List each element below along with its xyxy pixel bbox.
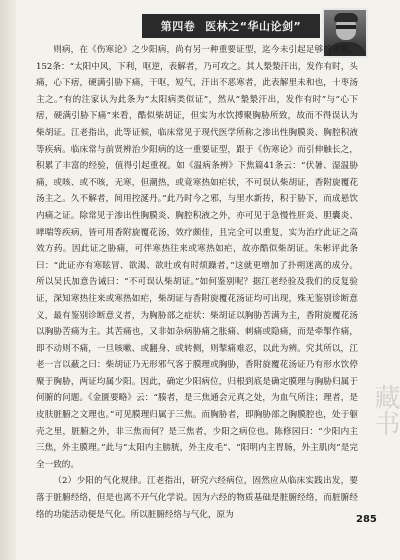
- page-number: 285: [356, 514, 377, 525]
- body-text: [36, 42, 358, 523]
- paragraph: 则病，在《伤寒论》之少阳病，尚有另一种重要证型，迄今未引起足够的重视。152条：“太阳中风，下利，呕逆，表解者，乃可攻之。其人漐漐汗出，发作有时，头痛，心下痞，硬满引胁下痛，干呕，短气，汗出不恶寒者，此表解里未和也，十枣汤主之。”有的注家认为此条为“太阳病类似证”，然从“漐漐汗出，发作有时”与“心下痞，硬满引胁下痛”来看，酷似柴胡证，但实为水饮搏聚胸胁所致，故而不得误认为柴胡证。江老指出，此等证候，临床常见于现代医学所称之渗出性胸膜炎、胸腔积液等疾病。临床常与前贤辨治少阳病的这一重要证型，跟于《伤寒论》而引伸触长之，积累了丰富的经验，值得引起重视。如《温病条辨》下焦篇41条云：“伏暑、湿温胁痛，或咳、或不咳，无寒，但潮热，或竟寒热如疟状，不可误认柴胡证，香附旋覆花汤主之。久不解者，间用控涎丹。”此乃时今之邪，与里水新抟，积于胁下，而成悬饮内痛之证。除常见于渗出性胸膜炎、胸腔积液之外，亦可见于急慢性肝炎、胆囊炎、哮喘等疾病，皆可用香附旋覆花汤，效疗颇佳，且完全可以重复，实为治疗此证之高效方药。因此证之胁痛，可伴寒热往来或寒热如疟，故亦酷似柴胡证。朱彬评此条曰：“此证亦有寒眩冒、欲渴、欲吐或有时烦躁者，”这就更增加了扑朔迷离的成分。所以吴氏加意告诫曰：“不可误认柴胡证。”如何鉴别呢？据江老经验及我们的反复验证，深知寒热往来或寒热如疟，柴胡证与香附旋覆花汤证均可出现，殊无鉴别诊断意义，最有鉴别诊断意义者，为胸胁部之症状：柴胡证以胸胁苦满为主，香附旋覆花汤以胸胁苦痛为主。其苦痛也，又非如杂病胁痛之胀痛、刺痛或隐痛，而是牵掣作痛，即不动则不痛，一旦咳嗽、或翻身、或转侧，则掣痛难忍，以此为辨。究其所以，江老一言以蔽之曰：柴胡证乃无形邪气客于膜理或胸胁，香附旋覆花汤证乃有形水饮停聚于胸胁，两证均属少阳。因此，确定少阳病位，归根到底是确定膜理与胸胁归属于何腑的问题。《金匮要略》云：“腠者，是三焦通会元真之处，为血气所注；理者，是皮肤脏腑之文理也。”可见膜理归属于三焦。而胸胁者，即胸胁部之胸膜腔也，处于躯壳之里，脏腑之外，非三焦而何？是三焦者，少阳之病位也。陈修园曰：“少阳内主三焦，外主膜理。”此与“太阳内主膀胱，外主皮毛”、“阳明内主胃肠，外主肌肉”是完全一致的。: [36, 45, 358, 470]
- paragraph: （2）少阳的气化规律。江老指出，研究六经病位，固然应从临床实践出发，要落于脏腑经络，但是也离不开气化学说。因为六经的物质基础是脏腑经络，而脏腑经络的功能活动便是气化。所以脏腑经络与气化，原为: [36, 476, 358, 520]
- library-stamp-watermark: 藏书: [370, 384, 400, 436]
- chapter-header: [142, 14, 320, 38]
- page-binding-edge: [0, 0, 16, 560]
- chapter-title: 医林之“华山论剑”: [205, 20, 302, 33]
- volume-label: 第四卷: [160, 20, 196, 33]
